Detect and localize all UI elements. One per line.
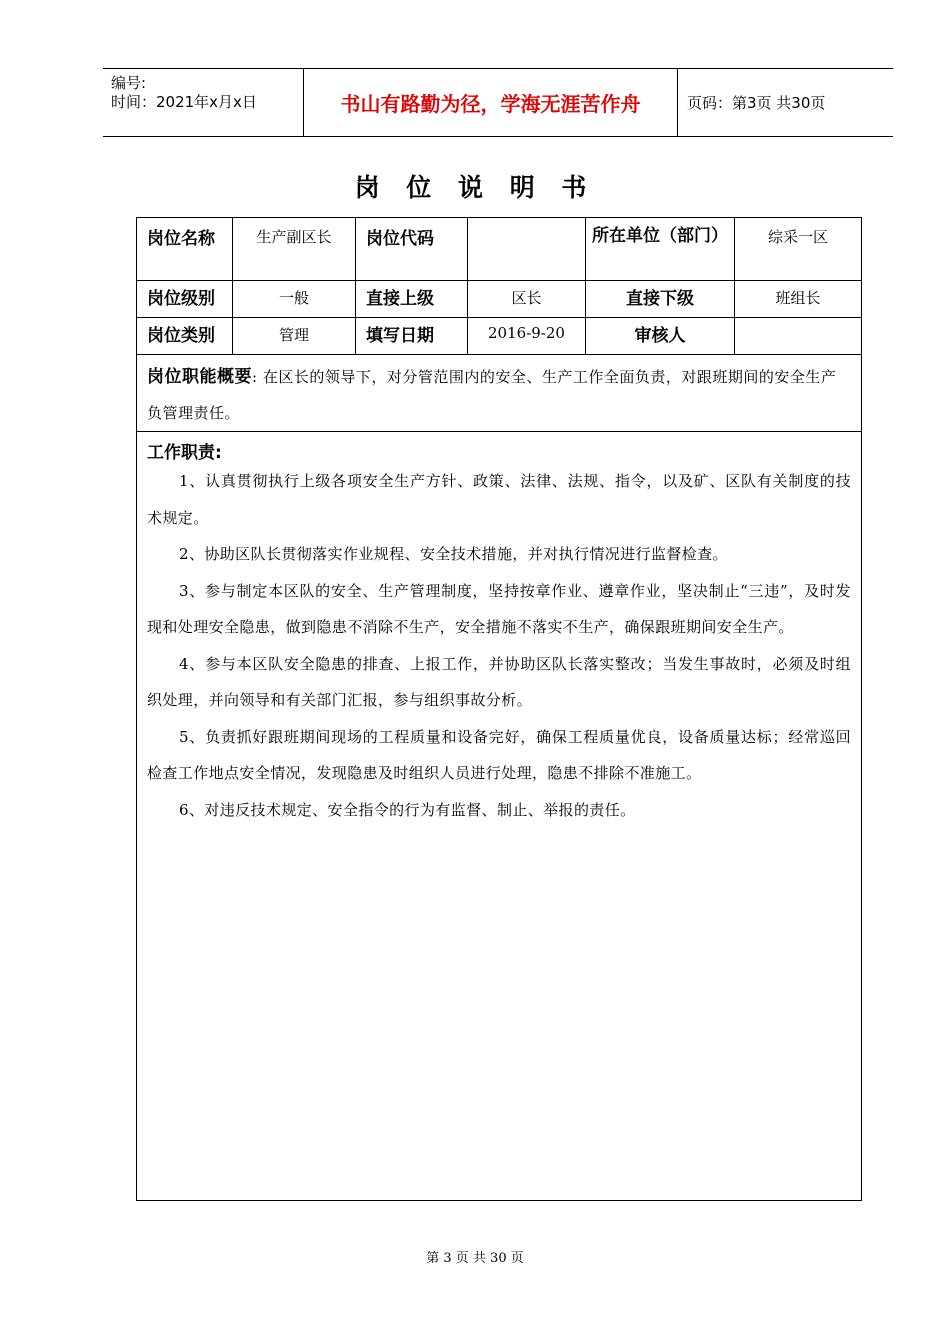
header-page-info: 页码：第3页 共30页 — [687, 94, 826, 112]
position-code-label: 岗位代码 — [356, 218, 468, 281]
job-description-table — [136, 217, 862, 1201]
duty-item: 4、参与本区队安全隐患的排查、上报工作，并协助区队长落实整改；当发生事故时，必须及时组织处理，并向领导和有关部门汇报，参与组织事故分析。 — [147, 654, 851, 709]
position-category-label: 岗位类别 — [137, 318, 233, 355]
duties-heading: 工作职责: — [147, 443, 222, 463]
fill-date-value: 2016-9-20 — [468, 318, 586, 355]
direct-superior-label: 直接上级 — [356, 281, 468, 318]
duty-item: 6、对违反技术规定、安全指令的行为有监督、制止、举报的责任。 — [179, 800, 636, 819]
document-title: 岗 位 说 明 书 — [354, 173, 596, 202]
page-footer: 第 3 页 共 30 页 — [426, 1251, 524, 1266]
duties-cell — [137, 432, 862, 1201]
function-summary-cell — [137, 355, 862, 432]
table-row — [137, 355, 862, 432]
reviewer-value — [735, 318, 862, 355]
function-summary-label: 岗位职能概要 — [147, 367, 252, 387]
position-name-value: 生产副区长 — [233, 218, 356, 281]
header-motto: 书山有路勤为径，学海无涯苦作舟 — [340, 92, 641, 116]
number-label: 编号: — [111, 74, 147, 92]
position-level-value: 一般 — [233, 281, 356, 318]
position-code-value — [468, 218, 586, 281]
table-row — [137, 281, 862, 318]
direct-subordinate-label: 直接下级 — [586, 281, 735, 318]
duty-item: 2、协助区队长贯彻落实作业规程、安全技术措施，并对执行情况进行监督检查。 — [179, 545, 728, 563]
department-value: 综采一区 — [735, 218, 862, 281]
table-row — [137, 218, 862, 281]
header-left-cell — [103, 69, 303, 136]
duty-item: 3、参与制定本区队的安全、生产管理制度，坚持按章作业、遵章作业，坚决制止“三违”，及时发现和处理安全隐患，做到隐患不消除不生产，安全措施不落实不生产，确保跟班期间安全生产。 — [147, 581, 851, 636]
duty-item: 5、负责抓好跟班期间现场的工程质量和设备完好，确保工程质量优良，设备质量达标；经常巡回检查工作地点安全情况，发现隐患及时组织人员进行处理，隐患不排除不准施工。 — [147, 727, 851, 782]
position-category-value: 管理 — [233, 318, 356, 355]
page-header — [103, 68, 893, 137]
reviewer-label: 审核人 — [586, 318, 735, 355]
position-name-label: 岗位名称 — [137, 218, 233, 281]
department-label: 所在单位（部门） — [586, 218, 735, 281]
time-label: 时间：2021年x月x日 — [111, 93, 257, 111]
duty-item: 1、认真贯彻执行上级各项安全生产方针、政策、法律、法规、指令，以及矿、区队有关制度的技术规定。 — [147, 472, 851, 527]
position-level-label: 岗位级别 — [137, 281, 233, 318]
header-divider — [677, 69, 678, 136]
direct-superior-value: 区长 — [468, 281, 586, 318]
function-summary — [147, 359, 851, 431]
table-row — [137, 318, 862, 355]
table-row — [137, 432, 862, 1201]
direct-subordinate-value: 班组长 — [735, 281, 862, 318]
function-summary-text: : 在区长的领导下，对分管范围内的安全、生产工作全面负责，对跟班期间的安全生产负管理责任。 — [147, 368, 837, 422]
fill-date-label: 填写日期 — [356, 318, 468, 355]
